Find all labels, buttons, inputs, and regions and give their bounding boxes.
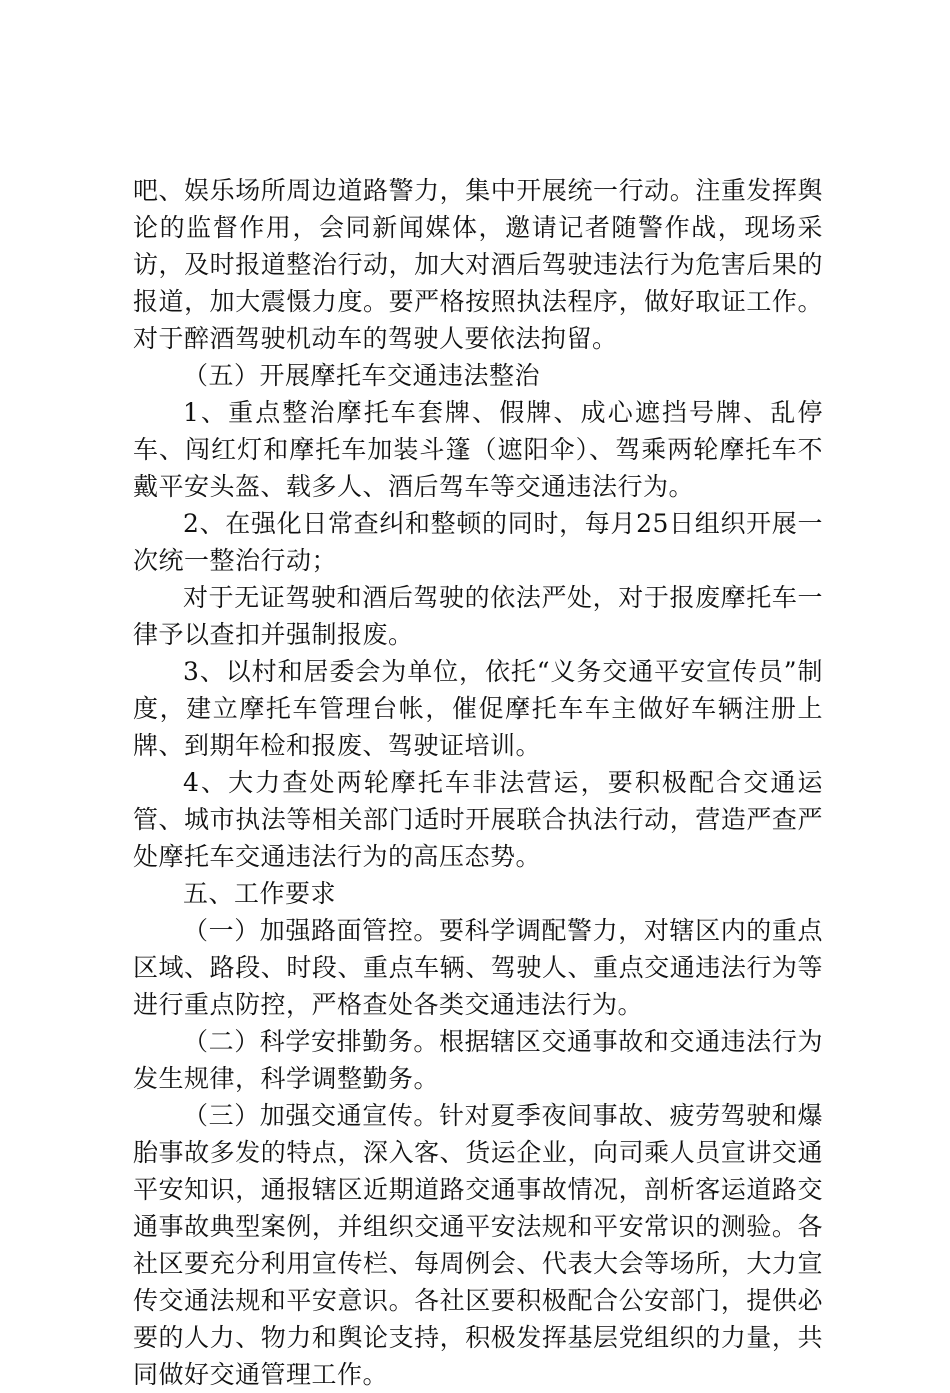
paragraph-requirement-3: （三）加强交通宣传。针对夏季夜间事故、疲劳驾驶和爆胎事故多发的特点，深入客、货运企业，向司乘人员宣讲交通平安知识，通报辖区近期道路交通事故情况，剖析客运道路交通事故典型案例，并组织交通平安法规和平安常识的测验。各社区要充分利用宣传栏、每周例会、代表大会等场所，大力宣传交通法规和平安意识。各社区要积极配合公安部门，提供必要的人力、物力和舆论支持，积极发挥基层党组织的力量，共同做好交通管理工作。 bbox=[133, 1101, 823, 1389]
paragraph-requirement-1: （一）加强路面管控。要科学调配警力，对辖区内的重点区域、路段、时段、重点车辆、驾驶人、重点交通违法行为等进行重点防控，严格查处各类交通违法行为。 bbox=[133, 916, 823, 1019]
document-body bbox=[133, 172, 823, 1393]
section-heading-requirements: 五、工作要求 bbox=[183, 879, 337, 908]
paragraph-item-1: 1、重点整治摩托车套牌、假牌、成心遮挡号牌、乱停车、闯红灯和摩托车加装斗篷（遮阳伞）、驾乘两轮摩托车不戴平安头盔、载多人、酒后驾车等交通违法行为。 bbox=[133, 398, 823, 501]
paragraph-item-2-detail: 对于无证驾驶和酒后驾驶的依法严处，对于报废摩托车一律予以查扣并强制报废。 bbox=[133, 583, 823, 649]
section-heading-motorcycle: （五）开展摩托车交通违法整治 bbox=[183, 361, 541, 390]
paragraph-item-4: 4、大力查处两轮摩托车非法营运，要积极配合交通运管、城市执法等相关部门适时开展联合执法行动，营造严查严处摩托车交通违法行为的高压态势。 bbox=[133, 768, 823, 871]
paragraph-requirement-2: （二）科学安排勤务。根据辖区交通事故和交通违法行为发生规律，科学调整勤务。 bbox=[133, 1027, 823, 1093]
paragraph-item-3: 3、以村和居委会为单位，依托“义务交通平安宣传员”制度，建立摩托车管理台帐，催促摩托车车主做好车辆注册上牌、到期年检和报废、驾驶证培训。 bbox=[133, 657, 823, 760]
paragraph-continuation: 吧、娱乐场所周边道路警力，集中开展统一行动。注重发挥舆论的监督作用，会同新闻媒体，邀请记者随警作战，现场采访，及时报道整治行动，加大对酒后驾驶违法行为危害后果的报道，加大震慑力度。要严格按照执法程序，做好取证工作。对于醉酒驾驶机动车的驾驶人要依法拘留。 bbox=[133, 176, 823, 353]
paragraph-item-2: 2、在强化日常查纠和整顿的同时，每月25日组织开展一次统一整治行动； bbox=[133, 509, 823, 575]
